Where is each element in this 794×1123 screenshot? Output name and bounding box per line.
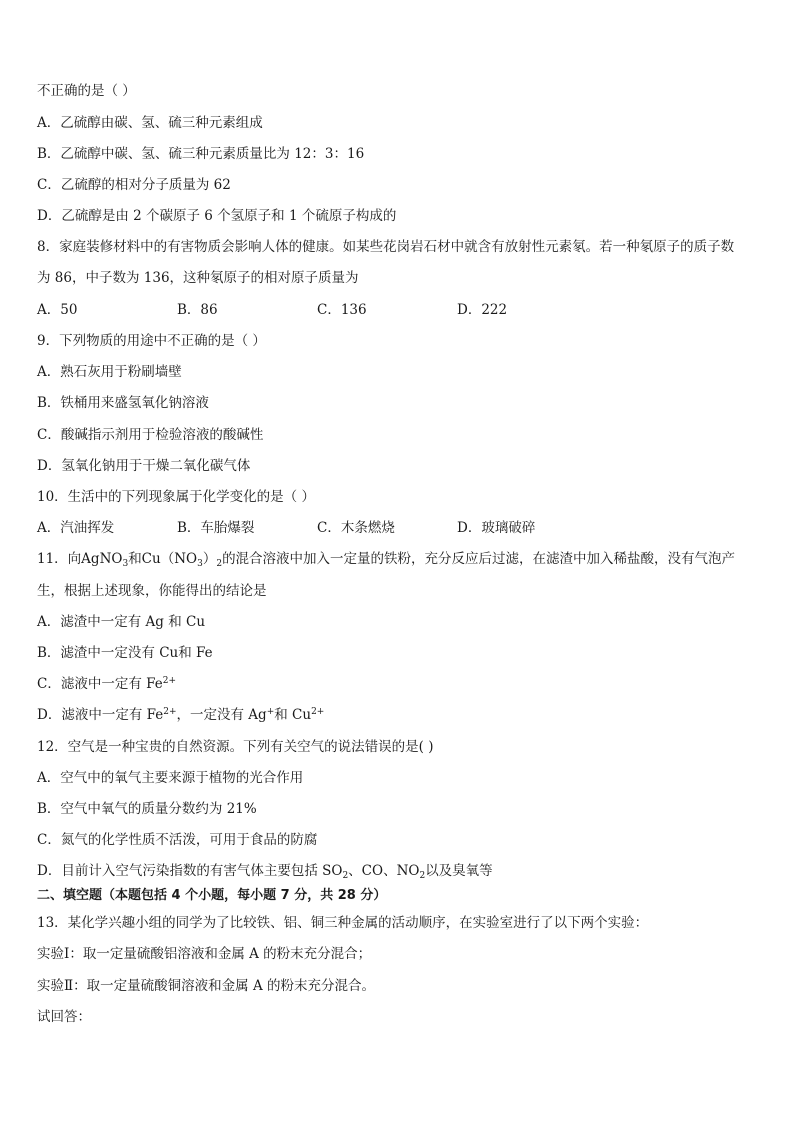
question-11-stem-line2: 生，根据上述现象，你能得出的结论是 bbox=[37, 583, 267, 599]
question-8-option-b: B．86 bbox=[177, 302, 218, 318]
question-11-option-c: C．滤液中一定有 $Fe^{2+}$ bbox=[37, 676, 177, 692]
question-8-option-c: C．136 bbox=[317, 302, 367, 318]
question-7-option-b: B．乙硫醇中碳、氢、硫三种元素质量比为 12：3：16 bbox=[37, 146, 365, 162]
question-12-option-b: B．空气中氧气的质量分数约为 21% bbox=[37, 801, 257, 817]
question-10-options bbox=[37, 518, 597, 538]
question-9-option-a: A．熟石灰用于粉刷墙壁 bbox=[37, 364, 182, 380]
question-8-stem-line1: 8．家庭装修材料中的有害物质会影响人体的健康。如某些花岗岩石材中就含有放射性元素氡。若一种氡原子的质子数 bbox=[37, 239, 735, 255]
question-13-answer-prompt: 试回答： bbox=[37, 1009, 91, 1025]
question-8-option-d: D．222 bbox=[457, 302, 508, 318]
question-9-option-b: B．铁桶用来盛氢氧化钠溶液 bbox=[37, 395, 209, 411]
question-9-option-c: C．酸碱指示剂用于检验溶液的酸碱性 bbox=[37, 427, 264, 443]
question-10-option-c: C．木条燃烧 bbox=[317, 520, 395, 536]
question-7-option-a: A．乙硫醇由碳、氢、硫三种元素组成 bbox=[37, 115, 263, 131]
question-10-option-a: A．汽油挥发 bbox=[37, 520, 115, 536]
question-12-option-d: D．目前计入空气污染指数的有害气体主要包括 $SO_2$、CO、$NO_2$以及臭氧等 bbox=[37, 863, 493, 881]
question-9-option-d: D．氢氧化钠用于干燥二氧化碳气体 bbox=[37, 458, 251, 474]
section-title-fill-in: 二、填空题（本题包括 4 个小题，每小题 7 分，共 28 分） bbox=[37, 888, 387, 903]
question-11-option-d: D．滤液中一定有 $Fe^{2+}$，一定没有 Ag+和 $Cu^{2+}$ bbox=[37, 707, 325, 723]
question-10-option-d: D．玻璃破碎 bbox=[457, 520, 536, 536]
question-11-stem-line1: 11．向AgNO$_3$和$Cu(NO_3)_2$的混合溶液中加入一定量的铁粉，充分反应后过滤，在滤渣中加入稀盐酸，没有气泡产 bbox=[37, 551, 736, 569]
question-12-option-c: C．氮气的化学性质不活泼，可用于食品的防腐 bbox=[37, 832, 318, 848]
question-9-stem: 9．下列物质的用途中不正确的是（ ） bbox=[37, 333, 266, 349]
question-7-option-d: D．乙硫醇是由 2 个碳原子 6 个氢原子和 1 个硫原子构成的 bbox=[37, 208, 397, 224]
question-8-option-a: A．50 bbox=[37, 302, 78, 318]
question-11-option-a: A．滤渣中一定有 Ag 和 Cu bbox=[37, 614, 206, 630]
question-11-option-b: B．滤渣中一定没有 Cu和 Fe bbox=[37, 645, 213, 661]
question-8-stem-line2: 为 86，中子数为 136，这种氡原子的相对原子质量为 bbox=[37, 270, 359, 286]
question-10-option-b: B．车胎爆裂 bbox=[177, 520, 255, 536]
question-13-stem: 13．某化学兴趣小组的同学为了比较铁、铝、铜三种金属的活动顺序，在实验室进行了以下两个实验： bbox=[37, 915, 649, 931]
question-7-stem-tail: 不正确的是（ ） bbox=[37, 83, 136, 99]
question-13-experiment-1: 实验Ⅰ：取一定量硫酸铝溶液和金属 A 的粉末充分混合； bbox=[37, 946, 372, 962]
question-12-stem: 12．空气是一种宝贵的自然资源。下列有关空气的说法错误的是( ) bbox=[37, 739, 434, 755]
question-12-option-a: A．空气中的氧气主要来源于植物的光合作用 bbox=[37, 770, 304, 786]
question-8-options bbox=[37, 300, 597, 320]
question-10-stem: 10．生活中的下列现象属于化学变化的是（ ） bbox=[37, 489, 315, 505]
question-13-experiment-2: 实验Ⅱ：取一定量硫酸铜溶液和金属 A 的粉末充分混合。 bbox=[37, 978, 376, 994]
question-7-option-c: C．乙硫醇的相对分子质量为 62 bbox=[37, 177, 231, 193]
